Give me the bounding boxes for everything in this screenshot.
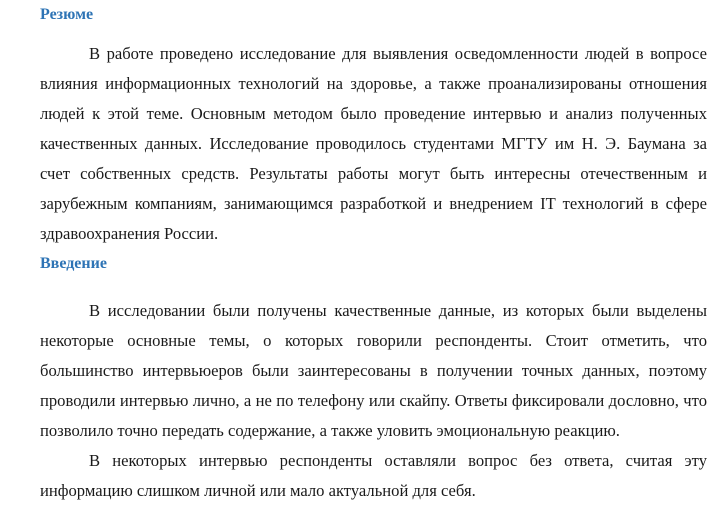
introduction-paragraph-1: В исследовании были получены качественные данные, из которых были выделены некоторые основные темы, о которых говорили респонденты. Стоит отметить, что большинство интервьюеров были заинтересованы в получении точных данных, поэтому проводили интервью лично, а не по телефону или скайпу. Ответы фиксировали дословно, что позволило точно передать содержание, а также уловить эмоциональную реакцию.	[40, 301, 707, 440]
document-page	[40, 0, 707, 506]
introduction-paragraph-2: В некоторых интервью респонденты оставляли вопрос без ответа, считая эту информацию слишком личной или мало актуальной для себя.	[40, 451, 707, 500]
section-heading-summary: Резюме	[40, 6, 94, 23]
section-heading-introduction: Введение	[40, 255, 107, 272]
summary-paragraph: В работе проведено исследование для выявления осведомленности людей в вопросе влияния информационных технологий на здоровье, а также проанализированы отношения людей к этой теме. Основным методом было проведение интервью и анализ полученных качественных данных. Исследование проводилось студентами МГТУ им Н. Э. Баумана за счет собственных средств. Результаты работы могут быть интересны отечественным и зарубежным компаниям, занимающимся разработкой и внедрением IT технологий в сфере здравоохранения России.	[40, 44, 707, 243]
